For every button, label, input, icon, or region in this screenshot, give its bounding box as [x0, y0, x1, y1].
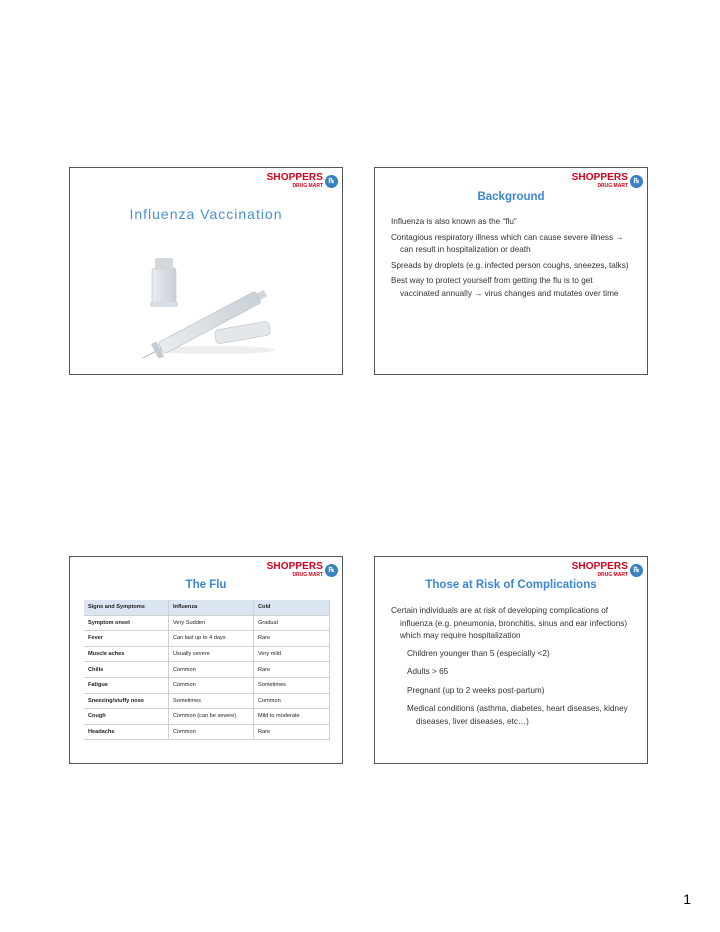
syringe-vial-image: [120, 238, 280, 358]
logo-brand: SHOPPERS: [571, 561, 628, 572]
table-header-cell: Cold: [254, 600, 330, 615]
table-row: [84, 693, 330, 709]
slide-heading: The Flu: [185, 579, 227, 591]
table-row: [84, 615, 330, 631]
shoppers-logo: [572, 172, 643, 190]
risk-item: Pregnant (up to 2 weeks post-partum): [407, 685, 545, 695]
logo-mark-icon: ℞: [630, 175, 643, 188]
table-row: [84, 724, 330, 740]
table-header-cell: Signs and Symptoms: [84, 600, 169, 615]
slide-heading: Background: [477, 191, 545, 203]
table-cell: Sometimes: [169, 693, 254, 709]
logo-mark-icon: ℞: [630, 564, 643, 577]
table-cell: Muscle aches: [84, 646, 169, 662]
risk-item: Children younger than 5 (especially <2): [407, 648, 550, 658]
table-cell: Common: [169, 662, 254, 678]
table-cell: Symptom onset: [84, 615, 169, 631]
bullet-text: Influenza is also known as the “flu”: [391, 217, 517, 226]
slide-the-flu: [69, 556, 343, 764]
table-row: [84, 662, 330, 678]
page-number: 1: [683, 891, 691, 907]
table-cell: Fever: [84, 631, 169, 647]
table-cell: Cough: [84, 709, 169, 725]
table-cell: Mild to moderate: [254, 709, 330, 725]
risk-item: Medical conditions (asthma, diabetes, heart diseases, kidney diseases, liver diseases, etc…): [407, 704, 628, 726]
table-cell: Usually severe: [169, 646, 254, 662]
table-row: [84, 677, 330, 693]
table-cell: Rare: [254, 631, 330, 647]
table-cell: Fatigue: [84, 677, 169, 693]
slide-risk-complications: [374, 556, 648, 764]
logo-brand: SHOPPERS: [571, 172, 628, 183]
table-cell: Headache: [84, 724, 169, 740]
shoppers-logo: [267, 172, 338, 190]
slide-heading: Those at Risk of Complications: [425, 579, 597, 591]
slide-title-text: Influenza Vaccination: [129, 206, 283, 222]
table-cell: Rare: [254, 662, 330, 678]
table-cell: Sneezing/stuffy nose: [84, 693, 169, 709]
table-cell: Common: [169, 677, 254, 693]
table-cell: Very Sudden: [169, 615, 254, 631]
table-header-row: [84, 600, 330, 615]
slide-body: [391, 216, 633, 303]
logo-sub: DRUG MART: [597, 572, 628, 578]
table-row: [84, 709, 330, 725]
table-cell: Chills: [84, 662, 169, 678]
logo-mark-icon: ℞: [325, 564, 338, 577]
shoppers-logo: [572, 561, 643, 579]
slide-body: [391, 605, 633, 734]
table-cell: Rare: [254, 724, 330, 740]
bullet-text: Spreads by droplets (e.g. infected person coughs, sneezes, talks): [391, 260, 629, 270]
logo-sub: DRUG MART: [292, 572, 323, 578]
risk-item: Adults > 65: [407, 667, 449, 676]
logo-mark-icon: ℞: [325, 175, 338, 188]
table-cell: Can last up to 4 days: [169, 631, 254, 647]
table-row: [84, 646, 330, 662]
table-cell: Common: [254, 693, 330, 709]
intro-text: Certain individuals are at risk of developing complications of influenza (e.g. pneumonia, bronchitis, sinus and ear infections) which may require hospitalization: [391, 606, 628, 640]
table-row: [84, 631, 330, 647]
table-cell: Very mild: [254, 646, 330, 662]
table-cell: Gradual: [254, 615, 330, 631]
table-cell: Common (can be severe): [169, 709, 254, 725]
flu-vs-cold-table: [84, 600, 330, 740]
table-header-cell: Influenza: [169, 600, 254, 615]
logo-brand: SHOPPERS: [266, 561, 323, 572]
bullet-text: Best way to protect yourself from getting the flu is to get vaccinated annually → virus changes and mutates over time: [391, 276, 619, 298]
table-cell: Sometimes: [254, 677, 330, 693]
logo-brand: SHOPPERS: [266, 172, 323, 183]
bullet-text: Contagious respiratory illness which can cause severe illness → can result in hospitalization or death: [391, 232, 624, 254]
logo-sub: DRUG MART: [597, 183, 628, 189]
logo-sub: DRUG MART: [292, 183, 323, 189]
shoppers-logo: [267, 561, 338, 579]
slide-background: [374, 167, 648, 375]
table-cell: Common: [169, 724, 254, 740]
slide-title: [69, 167, 343, 375]
